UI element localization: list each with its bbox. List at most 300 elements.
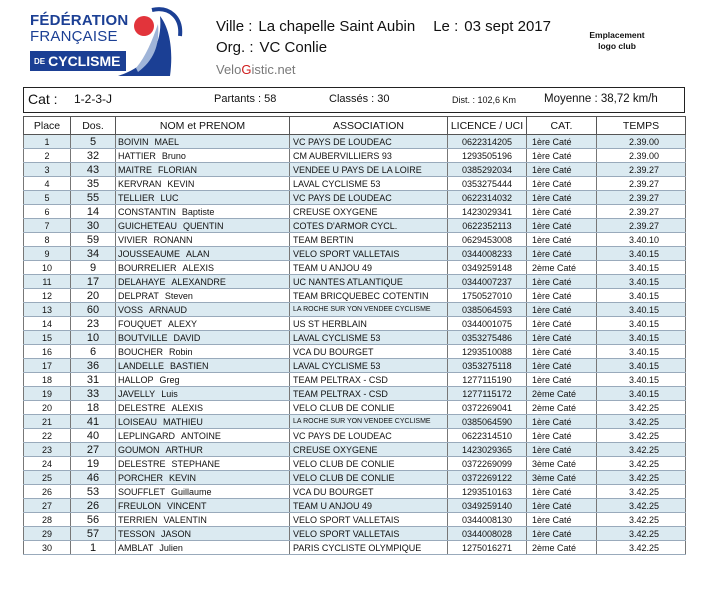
cell-dos: 36 bbox=[71, 359, 116, 373]
cell-licence: 0344008233 bbox=[448, 247, 527, 261]
cell-cat: 1ère Caté bbox=[527, 443, 597, 457]
first-name: ANTOINE bbox=[181, 430, 221, 441]
cell-place: 14 bbox=[24, 317, 71, 331]
cat-label: Cat : bbox=[28, 91, 58, 107]
cell-place: 29 bbox=[24, 527, 71, 541]
cell-cat: 1ère Caté bbox=[527, 331, 597, 345]
cell-time: 3.42.25 bbox=[597, 513, 686, 527]
col-assoc: ASSOCIATION bbox=[290, 117, 448, 135]
first-name: KEVIN bbox=[169, 472, 197, 483]
cell-dos: 27 bbox=[71, 443, 116, 457]
cell-time: 2.39.00 bbox=[597, 149, 686, 163]
table-row bbox=[24, 373, 686, 387]
last-name: PORCHER bbox=[118, 472, 164, 483]
date-label: Le : bbox=[433, 18, 459, 35]
last-name: CONSTANTIN bbox=[118, 206, 176, 217]
cell-assoc: VENDEE U PAYS DE LA LOIRE bbox=[290, 163, 448, 177]
cell-dos: 1 bbox=[71, 541, 116, 555]
site-part-b: G bbox=[241, 62, 252, 77]
cell-place: 9 bbox=[24, 247, 71, 261]
cell-time: 2.39.00 bbox=[597, 135, 686, 149]
cell-name bbox=[116, 331, 290, 345]
cell-assoc: TEAM PELTRAX - CSD bbox=[290, 387, 448, 401]
table-row bbox=[24, 135, 686, 149]
cell-name bbox=[116, 275, 290, 289]
cell-time: 3.42.25 bbox=[597, 541, 686, 555]
cell-licence: 0344008130 bbox=[448, 513, 527, 527]
table-row bbox=[24, 261, 686, 275]
cell-dos: 56 bbox=[71, 513, 116, 527]
club-logo-placeholder bbox=[572, 30, 662, 52]
cell-place: 3 bbox=[24, 163, 71, 177]
last-name: HALLOP bbox=[118, 374, 154, 385]
first-name: QUENTIN bbox=[183, 220, 224, 231]
table-row bbox=[24, 191, 686, 205]
velogistic-link[interactable] bbox=[216, 62, 296, 77]
cell-licence: 0344007237 bbox=[448, 275, 527, 289]
table-row bbox=[24, 149, 686, 163]
cell-name bbox=[116, 233, 290, 247]
col-cat: CAT. bbox=[527, 117, 597, 135]
cell-licence: 0349259148 bbox=[448, 261, 527, 275]
cell-name bbox=[116, 485, 290, 499]
last-name: VIVIER bbox=[118, 234, 148, 245]
cell-time: 2.39.27 bbox=[597, 219, 686, 233]
table-row bbox=[24, 303, 686, 317]
last-name: LOISEAU bbox=[118, 416, 158, 427]
cell-licence: 0385064593 bbox=[448, 303, 527, 317]
last-name: TERRIEN bbox=[118, 514, 158, 525]
results-body bbox=[24, 135, 686, 555]
cell-licence: 1293505196 bbox=[448, 149, 527, 163]
first-name: Luis bbox=[161, 388, 178, 399]
moyenne: Moyenne : 38,72 km/h bbox=[544, 93, 658, 105]
cell-name bbox=[116, 289, 290, 303]
cell-time: 2.39.27 bbox=[597, 177, 686, 191]
last-name: KERVRAN bbox=[118, 178, 162, 189]
cell-name bbox=[116, 513, 290, 527]
cell-time: 3.40.15 bbox=[597, 275, 686, 289]
table-header bbox=[24, 117, 686, 135]
cell-dos: 53 bbox=[71, 485, 116, 499]
cell-licence: 0353275486 bbox=[448, 331, 527, 345]
cell-assoc: VELO CLUB DE CONLIE bbox=[290, 471, 448, 485]
cell-place: 13 bbox=[24, 303, 71, 317]
first-name: ARNAUD bbox=[149, 304, 188, 315]
ville-label: Ville : bbox=[216, 18, 253, 35]
cell-assoc: TEAM BERTIN bbox=[290, 233, 448, 247]
last-name: FOUQUET bbox=[118, 318, 162, 329]
first-name: FLORIAN bbox=[158, 164, 198, 175]
cell-licence: 0385064590 bbox=[448, 415, 527, 429]
cell-assoc: LA ROCHE SUR YON VENDEE CYCLISME bbox=[290, 415, 448, 429]
cell-assoc: US ST HERBLAIN bbox=[290, 317, 448, 331]
cell-time: 3.40.15 bbox=[597, 359, 686, 373]
table-row bbox=[24, 219, 686, 233]
cell-cat: 1ère Caté bbox=[527, 485, 597, 499]
cell-dos: 34 bbox=[71, 247, 116, 261]
cell-cat: 3ème Caté bbox=[527, 457, 597, 471]
last-name: LANDELLE bbox=[118, 360, 165, 371]
emplacement-text: Emplacement bbox=[589, 30, 645, 40]
cell-name bbox=[116, 499, 290, 513]
cell-cat: 3ème Caté bbox=[527, 471, 597, 485]
last-name: HATTIER bbox=[118, 150, 156, 161]
partants: Partants : 58 bbox=[214, 93, 277, 105]
last-name: BOUCHER bbox=[118, 346, 164, 357]
cell-place: 26 bbox=[24, 485, 71, 499]
table-row bbox=[24, 415, 686, 429]
table-row bbox=[24, 317, 686, 331]
first-name: MATHIEU bbox=[163, 416, 203, 427]
cell-licence: 0385292034 bbox=[448, 163, 527, 177]
cell-dos: 55 bbox=[71, 191, 116, 205]
org-value: VC Conlie bbox=[259, 39, 328, 56]
first-name: STEPHANE bbox=[171, 458, 221, 469]
last-name: VOSS bbox=[118, 304, 144, 315]
first-name: VALENTIN bbox=[163, 514, 207, 525]
cell-name bbox=[116, 317, 290, 331]
last-name: JAVELLY bbox=[118, 388, 156, 399]
race-info bbox=[216, 18, 551, 56]
cell-assoc: CM AUBERVILLIERS 93 bbox=[290, 149, 448, 163]
table-row bbox=[24, 541, 686, 555]
cell-licence: 1423029341 bbox=[448, 205, 527, 219]
cell-licence: 1275016271 bbox=[448, 541, 527, 555]
logo-de: DE bbox=[34, 57, 46, 66]
cell-time: 2.39.27 bbox=[597, 163, 686, 177]
cell-licence: 0349259140 bbox=[448, 499, 527, 513]
cell-assoc: PARIS CYCLISTE OLYMPIQUE bbox=[290, 541, 448, 555]
cell-assoc: VELO CLUB DE CONLIE bbox=[290, 457, 448, 471]
table-row bbox=[24, 247, 686, 261]
cell-dos: 17 bbox=[71, 275, 116, 289]
cell-place: 22 bbox=[24, 429, 71, 443]
table-row bbox=[24, 331, 686, 345]
cell-dos: 30 bbox=[71, 219, 116, 233]
cell-assoc: CREUSE OXYGENE bbox=[290, 443, 448, 457]
col-time: TEMPS bbox=[597, 117, 686, 135]
cell-cat: 1ère Caté bbox=[527, 513, 597, 527]
org-label: Org. : bbox=[216, 39, 254, 56]
cell-place: 7 bbox=[24, 219, 71, 233]
cell-dos: 9 bbox=[71, 261, 116, 275]
cell-place: 18 bbox=[24, 373, 71, 387]
table-row bbox=[24, 429, 686, 443]
cell-time: 3.42.25 bbox=[597, 471, 686, 485]
cell-assoc: TEAM PELTRAX - CSD bbox=[290, 373, 448, 387]
cell-dos: 59 bbox=[71, 233, 116, 247]
table-row bbox=[24, 457, 686, 471]
cell-place: 12 bbox=[24, 289, 71, 303]
cell-place: 6 bbox=[24, 205, 71, 219]
first-name: ALEXANDRE bbox=[171, 276, 226, 287]
cell-name bbox=[116, 163, 290, 177]
cell-cat: 2ème Caté bbox=[527, 541, 597, 555]
logo-line-3 bbox=[30, 51, 126, 71]
results-table bbox=[23, 116, 686, 555]
cell-dos: 31 bbox=[71, 373, 116, 387]
last-name: DELAHAYE bbox=[118, 276, 166, 287]
cell-assoc: TEAM U ANJOU 49 bbox=[290, 499, 448, 513]
cell-dos: 19 bbox=[71, 457, 116, 471]
cell-place: 23 bbox=[24, 443, 71, 457]
last-name: JOUSSEAUME bbox=[118, 248, 181, 259]
table-row bbox=[24, 163, 686, 177]
cell-licence: 0372269122 bbox=[448, 471, 527, 485]
race-summary bbox=[23, 87, 685, 113]
first-name: ALEXIS bbox=[171, 402, 204, 413]
ville-value: La chapelle Saint Aubin bbox=[258, 18, 416, 35]
col-place: Place bbox=[24, 117, 71, 135]
cell-place: 20 bbox=[24, 401, 71, 415]
cell-assoc: VELO SPORT VALLETAIS bbox=[290, 527, 448, 541]
cell-licence: 0622314205 bbox=[448, 135, 527, 149]
table-row bbox=[24, 205, 686, 219]
cell-dos: 57 bbox=[71, 527, 116, 541]
col-name: NOM et PRENOM bbox=[116, 117, 290, 135]
table-row bbox=[24, 401, 686, 415]
cell-time: 3.42.25 bbox=[597, 401, 686, 415]
ffc-logo bbox=[22, 6, 188, 76]
last-name: LEPLINGARD bbox=[118, 430, 176, 441]
distance: Dist. : 102,6 Km bbox=[452, 95, 517, 105]
cell-assoc: VC PAYS DE LOUDEAC bbox=[290, 191, 448, 205]
cell-name bbox=[116, 345, 290, 359]
cell-cat: 2ème Caté bbox=[527, 261, 597, 275]
first-name: ARTHUR bbox=[165, 444, 203, 455]
cell-place: 4 bbox=[24, 177, 71, 191]
cell-cat: 1ère Caté bbox=[527, 345, 597, 359]
first-name: RONANN bbox=[153, 234, 193, 245]
table-row bbox=[24, 387, 686, 401]
first-name: DAVID bbox=[173, 332, 201, 343]
cell-name bbox=[116, 135, 290, 149]
table-row bbox=[24, 443, 686, 457]
cell-name bbox=[116, 261, 290, 275]
table-row bbox=[24, 233, 686, 247]
logo-line-1: FÉDÉRATION bbox=[30, 12, 129, 29]
cell-cat: 1ère Caté bbox=[527, 317, 597, 331]
cell-dos: 60 bbox=[71, 303, 116, 317]
cell-place: 11 bbox=[24, 275, 71, 289]
table-row bbox=[24, 513, 686, 527]
cell-cat: 1ère Caté bbox=[527, 429, 597, 443]
race-info-row-1 bbox=[216, 18, 551, 35]
cell-licence: 0344001075 bbox=[448, 317, 527, 331]
last-name: BOUTVILLE bbox=[118, 332, 168, 343]
table-row bbox=[24, 177, 686, 191]
cell-time: 2.39.27 bbox=[597, 191, 686, 205]
cell-name bbox=[116, 191, 290, 205]
cell-dos: 32 bbox=[71, 149, 116, 163]
table-row bbox=[24, 471, 686, 485]
last-name: TELLIER bbox=[118, 192, 155, 203]
cell-dos: 6 bbox=[71, 345, 116, 359]
cell-assoc: TEAM BRICQUEBEC COTENTIN bbox=[290, 289, 448, 303]
cell-time: 3.40.15 bbox=[597, 317, 686, 331]
cell-place: 1 bbox=[24, 135, 71, 149]
cell-time: 3.40.15 bbox=[597, 345, 686, 359]
cell-time: 3.40.15 bbox=[597, 261, 686, 275]
cell-licence: 0372269099 bbox=[448, 457, 527, 471]
cell-assoc: UC NANTES ATLANTIQUE bbox=[290, 275, 448, 289]
last-name: DELESTRE bbox=[118, 458, 166, 469]
cell-place: 30 bbox=[24, 541, 71, 555]
cell-time: 3.42.25 bbox=[597, 527, 686, 541]
cell-cat: 1ère Caté bbox=[527, 247, 597, 261]
last-name: MAITRE bbox=[118, 164, 153, 175]
cell-assoc: VC PAYS DE LOUDEAC bbox=[290, 135, 448, 149]
cell-name bbox=[116, 247, 290, 261]
cell-dos: 40 bbox=[71, 429, 116, 443]
first-name: KEVIN bbox=[167, 178, 195, 189]
cell-assoc: VCA DU BOURGET bbox=[290, 345, 448, 359]
cell-dos: 35 bbox=[71, 177, 116, 191]
table-row bbox=[24, 485, 686, 499]
first-name: ALEXIS bbox=[182, 262, 215, 273]
cell-time: 3.40.15 bbox=[597, 331, 686, 345]
first-name: MAEL bbox=[154, 136, 180, 147]
cell-assoc: VC PAYS DE LOUDEAC bbox=[290, 429, 448, 443]
cell-assoc: LA ROCHE SUR YON VENDEE CYCLISME bbox=[290, 303, 448, 317]
cell-assoc: VELO CLUB DE CONLIE bbox=[290, 401, 448, 415]
cell-time: 3.42.25 bbox=[597, 485, 686, 499]
cell-cat: 1ère Caté bbox=[527, 233, 597, 247]
cell-time: 3.42.25 bbox=[597, 499, 686, 513]
cell-time: 3.40.10 bbox=[597, 233, 686, 247]
cell-dos: 33 bbox=[71, 387, 116, 401]
cell-dos: 18 bbox=[71, 401, 116, 415]
cell-time: 3.42.25 bbox=[597, 415, 686, 429]
cell-name bbox=[116, 457, 290, 471]
cell-licence: 1277115190 bbox=[448, 373, 527, 387]
cell-name bbox=[116, 401, 290, 415]
cell-licence: 1277115172 bbox=[448, 387, 527, 401]
classes: Classés : 30 bbox=[329, 93, 390, 105]
first-name: Greg bbox=[159, 374, 180, 385]
cell-name bbox=[116, 541, 290, 555]
cell-dos: 20 bbox=[71, 289, 116, 303]
first-name: Guillaume bbox=[171, 486, 212, 497]
cell-dos: 41 bbox=[71, 415, 116, 429]
cell-licence: 0629453008 bbox=[448, 233, 527, 247]
table-row bbox=[24, 289, 686, 303]
cell-assoc: LAVAL CYCLISME 53 bbox=[290, 359, 448, 373]
cell-name bbox=[116, 177, 290, 191]
cell-licence: 0622352113 bbox=[448, 219, 527, 233]
cell-place: 19 bbox=[24, 387, 71, 401]
logo-line-2: FRANÇAISE bbox=[30, 28, 118, 45]
last-name: TESSON bbox=[118, 528, 156, 539]
cell-dos: 5 bbox=[71, 135, 116, 149]
last-name: DELESTRE bbox=[118, 402, 166, 413]
cell-assoc: LAVAL CYCLISME 53 bbox=[290, 331, 448, 345]
cell-cat: 1ère Caté bbox=[527, 135, 597, 149]
last-name: FREULON bbox=[118, 500, 162, 511]
cell-name bbox=[116, 471, 290, 485]
cell-place: 16 bbox=[24, 345, 71, 359]
cell-licence: 0353275118 bbox=[448, 359, 527, 373]
cell-assoc: COTES D'ARMOR CYCL. bbox=[290, 219, 448, 233]
last-name: SOUFFLET bbox=[118, 486, 166, 497]
col-licence: LICENCE / UCI bbox=[448, 117, 527, 135]
cell-time: 3.42.25 bbox=[597, 443, 686, 457]
cell-place: 10 bbox=[24, 261, 71, 275]
cell-cat: 1ère Caté bbox=[527, 289, 597, 303]
cell-licence: 0344008028 bbox=[448, 527, 527, 541]
cell-licence: 1423029365 bbox=[448, 443, 527, 457]
cell-name bbox=[116, 429, 290, 443]
cell-cat: 2ème Caté bbox=[527, 387, 597, 401]
cell-cat: 1ère Caté bbox=[527, 373, 597, 387]
cell-cat: 1ère Caté bbox=[527, 177, 597, 191]
first-name: ALEXY bbox=[168, 318, 198, 329]
last-name: GUICHETEAU bbox=[118, 220, 178, 231]
cell-cat: 1ère Caté bbox=[527, 149, 597, 163]
cell-cat: 1ère Caté bbox=[527, 205, 597, 219]
cell-name bbox=[116, 443, 290, 457]
cell-time: 3.40.15 bbox=[597, 303, 686, 317]
cell-cat: 2ème Caté bbox=[527, 401, 597, 415]
col-dos: Dos. bbox=[71, 117, 116, 135]
cell-name bbox=[116, 373, 290, 387]
cell-name bbox=[116, 205, 290, 219]
cell-time: 3.40.15 bbox=[597, 247, 686, 261]
cell-cat: 1ère Caté bbox=[527, 219, 597, 233]
cell-licence: 1750527010 bbox=[448, 289, 527, 303]
first-name: Robin bbox=[169, 346, 193, 357]
cell-licence: 1293510088 bbox=[448, 345, 527, 359]
cell-name bbox=[116, 219, 290, 233]
race-info-row-2 bbox=[216, 39, 551, 56]
cell-cat: 1ère Caté bbox=[527, 499, 597, 513]
cell-licence: 0353275444 bbox=[448, 177, 527, 191]
first-name: LUC bbox=[160, 192, 179, 203]
cell-name bbox=[116, 527, 290, 541]
cell-dos: 14 bbox=[71, 205, 116, 219]
cell-time: 3.40.15 bbox=[597, 289, 686, 303]
cell-assoc: TEAM U ANJOU 49 bbox=[290, 261, 448, 275]
first-name: JASON bbox=[161, 528, 192, 539]
cell-name bbox=[116, 303, 290, 317]
cell-cat: 1ère Caté bbox=[527, 527, 597, 541]
site-part-a: Velo bbox=[216, 62, 242, 77]
cell-cat: 1ère Caté bbox=[527, 303, 597, 317]
cell-name bbox=[116, 387, 290, 401]
cell-dos: 43 bbox=[71, 163, 116, 177]
first-name: Bruno bbox=[161, 150, 186, 161]
last-name: AMBLAT bbox=[118, 542, 154, 553]
cell-place: 2 bbox=[24, 149, 71, 163]
cell-cat: 1ère Caté bbox=[527, 191, 597, 205]
first-name: Julien bbox=[159, 542, 183, 553]
cell-place: 8 bbox=[24, 233, 71, 247]
table-row bbox=[24, 275, 686, 289]
cat-value: 1-2-3-J bbox=[74, 92, 113, 106]
table-row bbox=[24, 527, 686, 541]
last-name: DELPRAT bbox=[118, 290, 159, 301]
cell-assoc: VELO SPORT VALLETAIS bbox=[290, 247, 448, 261]
cell-time: 2.39.27 bbox=[597, 205, 686, 219]
cell-place: 15 bbox=[24, 331, 71, 345]
cell-time: 3.40.15 bbox=[597, 387, 686, 401]
cell-licence: 0622314510 bbox=[448, 429, 527, 443]
cell-place: 17 bbox=[24, 359, 71, 373]
date-value: 03 sept 2017 bbox=[464, 18, 551, 35]
cell-name bbox=[116, 149, 290, 163]
logo-cyclisme: CYCLISME bbox=[48, 53, 121, 69]
